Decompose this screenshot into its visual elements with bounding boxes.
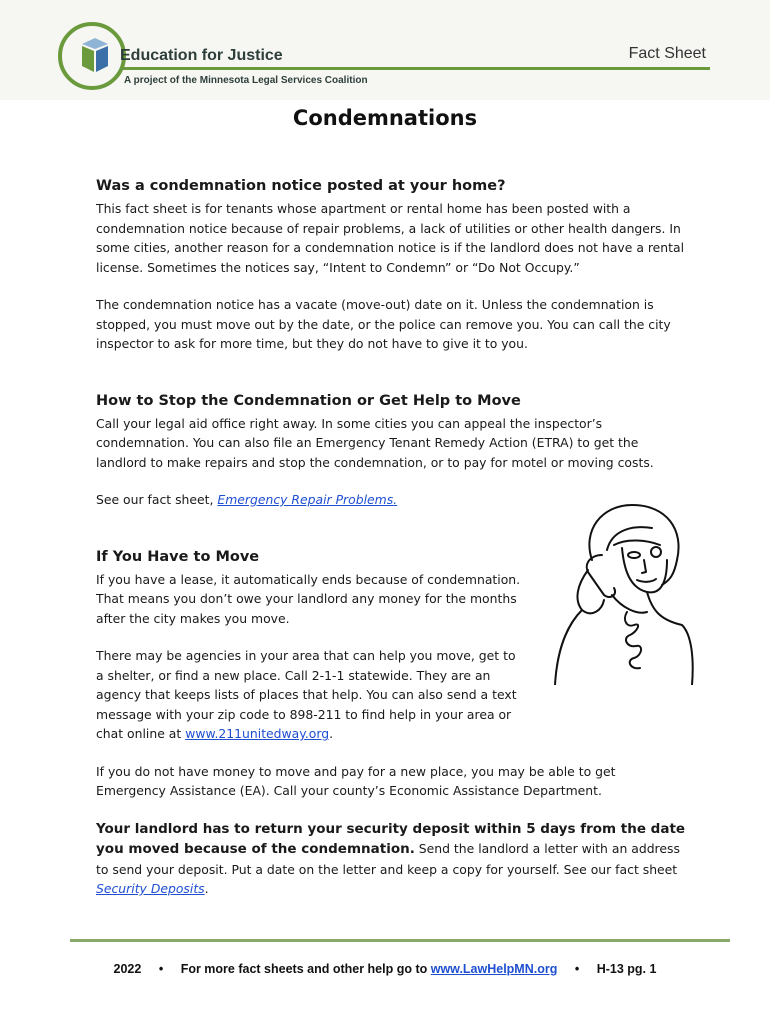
- footer: [0, 962, 770, 976]
- section-heading-stop: How to Stop the Condemnation or Get Help to Move: [96, 392, 521, 409]
- footer-page: H-13 pg. 1: [596, 962, 657, 976]
- paragraph: [96, 646, 526, 744]
- woman-on-phone-illustration: [552, 500, 697, 685]
- book-logo-icon: [80, 38, 110, 74]
- deposit-bold: Your landlord has to return your security deposit within 5 days from the date you moved because of the condemnation.: [96, 820, 686, 857]
- org-name: Education for Justice: [120, 47, 283, 64]
- footer-year: 2022: [113, 962, 142, 976]
- bullet: •: [574, 962, 580, 976]
- header-rule: [120, 67, 710, 70]
- paragraph: The condemnation notice has a vacate (move-out) date on it. Unless the condemnation is stopped, you must move out by the date, or the police can remove you. You can call the city inspector to ask for more time, but they do not have to give it to you.: [96, 297, 671, 351]
- paragraph: [96, 819, 686, 899]
- lawhelpmn-link[interactable]: www.LawHelpMN.org: [430, 962, 558, 976]
- section-heading-notice: Was a condemnation notice posted at your home?: [96, 178, 506, 194]
- see-prefix: See our fact sheet,: [96, 492, 218, 507]
- org-subtitle: A project of the Minnesota Legal Services Coalition: [124, 75, 368, 86]
- security-deposits-link[interactable]: Security Deposits: [96, 881, 205, 896]
- paragraph-end: .: [204, 881, 209, 896]
- footer-rule: [70, 939, 730, 942]
- page-title: Condemnations: [292, 106, 478, 130]
- header: [0, 0, 770, 100]
- paragraph: If you do not have money to move and pay for a new place, you may be able to get Emergency Assistance (EA). Call your county’s Economic Assistance Department.: [96, 763, 616, 798]
- paragraph-text: There may be agencies in your area that can help you move, get to a shelter, or find a new place. Call 2-1-1 statewide. They are an agency that keeps lists of places that help. You can also send a text message with your zip code to 898-211 to find help in your area or chat online at: [96, 648, 517, 741]
- paragraph: If you have a lease, it automatically ends because of condemnation. That means you don’t owe your landlord any money for the months after the city makes you move.: [96, 571, 521, 626]
- 211-link[interactable]: www.211unitedway.org: [185, 726, 330, 741]
- section-heading-move: If You Have to Move: [96, 548, 260, 565]
- emergency-repair-link[interactable]: Emergency Repair Problems.: [217, 492, 398, 507]
- bullet: •: [158, 962, 164, 976]
- paragraph-end: .: [329, 726, 334, 741]
- move-column: [96, 570, 526, 744]
- deposit-text: Send the landlord a letter with an address to send your deposit. Put a date on the letter and keep a copy for yourself. See our fact sheet: [96, 841, 680, 877]
- footer-text: For more fact sheets and other help go to: [180, 962, 431, 976]
- doc-type-label: Fact Sheet: [628, 45, 706, 62]
- paragraph: Call your legal aid office right away. In some cities you can appeal the inspector’s condemnation. You can also file an Emergency Tenant Remedy Action (ETRA) to get the landlord to make repairs and stop the condemnation, or to pay for motel or moving costs.: [96, 415, 654, 470]
- paragraph: This fact sheet is for tenants whose apartment or rental home has been posted with a condemnation notice because of repair problems, a lack of utilities or other health dangers. In some cities, another reason for a condemnation notice is if the landlord does not have a rental license. Sometimes the notices say, “Intent to Condemn” or “Do Not Occupy.”: [96, 201, 685, 275]
